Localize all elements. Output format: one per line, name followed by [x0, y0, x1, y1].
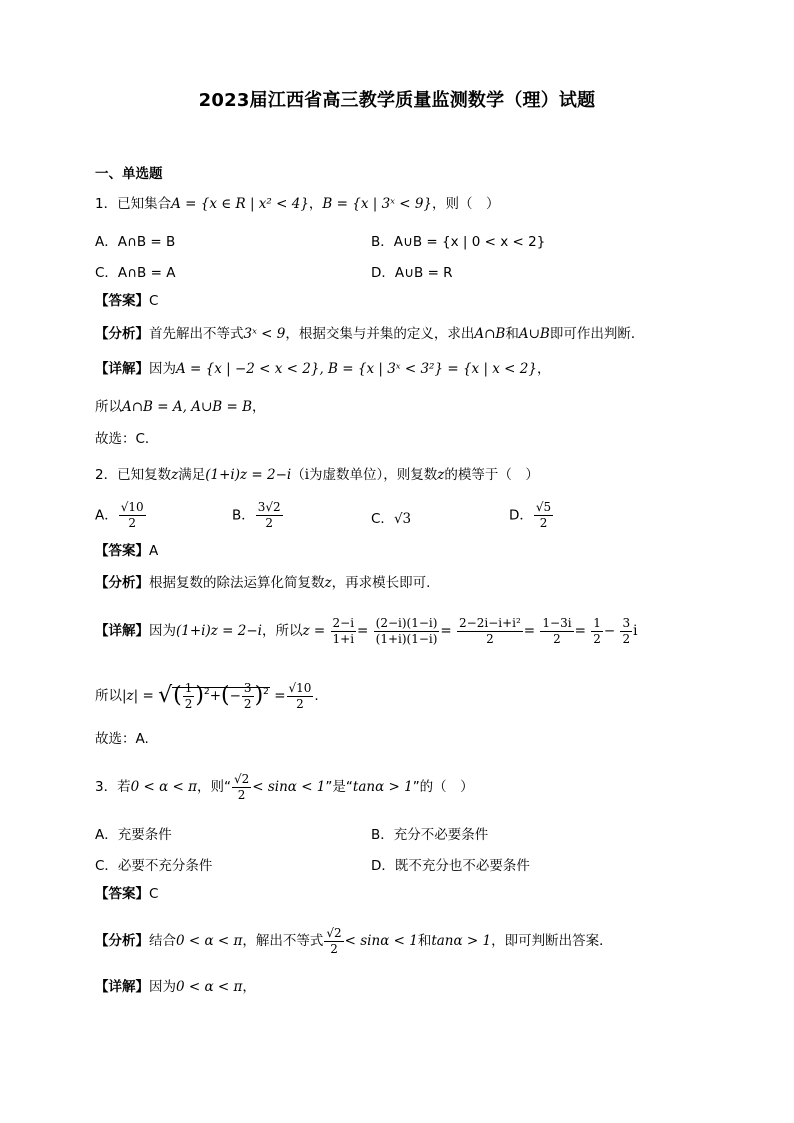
q2-mod-result-den: 2 [296, 696, 304, 711]
q2-stem [95, 466, 539, 484]
q3-stem-ineq: < sinα < 1 [252, 779, 326, 795]
q3-analysis-frac-num: √2 [326, 925, 342, 940]
q1-analysis-union: A∪B [518, 326, 550, 342]
q2-answer-value: A [149, 543, 159, 559]
q1-analysis-text: 首先解出不等式 [149, 326, 244, 342]
q3-analysis-text: 结合 [149, 933, 176, 949]
q1-detail [95, 360, 550, 378]
q1-stem-sep: ， [308, 196, 323, 212]
q1-conclusion: 故选：C． [95, 431, 159, 447]
q1-analysis-end: 即可作出判断． [549, 326, 645, 342]
q1-analysis-intersection: A∩B [474, 326, 506, 342]
q2-frac-4-num: 1−3i [542, 615, 572, 630]
q3-option-b: B．充分不必要条件 [371, 827, 489, 843]
q2-option-a-num: √10 [120, 500, 144, 514]
q2-exp-1: 2 [203, 687, 210, 697]
q2-mod-result-num: √10 [288, 680, 312, 695]
q2-detail [95, 614, 637, 648]
q2-frac-5 [591, 616, 603, 647]
q1-set-b: B = {x | 3ˣ < 9} [322, 196, 433, 212]
q2-option-a-label: A． [95, 507, 118, 524]
q2-analysis-end: ，再求模长即可. [331, 575, 431, 591]
section-heading: 一、单选题 [95, 166, 163, 182]
q2-frac-5-den: 2 [593, 631, 601, 646]
q3-detail-range: 0 < α < π [176, 979, 243, 995]
q3-detail-sep: ， [242, 979, 256, 995]
q3-analysis-tan: tanα > 1 [431, 933, 492, 949]
q2-frac-4 [540, 616, 573, 647]
q3-detail [95, 978, 256, 996]
q1-stem-text: 1．已知集合 [95, 196, 172, 212]
q1-detail-expr: A = {x | −2 < x < 2}, B = {x | 3ˣ < 3²} = {x | x < 2} [176, 361, 537, 377]
q2-stem-text: 2．已知复数 [95, 467, 172, 483]
q1-detail-text: 因为 [149, 361, 176, 377]
q3-option-c: C．必要不充分条件 [95, 858, 213, 874]
q2-option-a-den: 2 [128, 516, 137, 530]
q3-stem-text-3: ”是“ [325, 779, 353, 795]
q1-stem-end: ，则（ ） [432, 196, 500, 212]
q2-frac-6-den: 2 [622, 631, 631, 646]
q1-option-c: C．A∩B = A [95, 265, 176, 281]
q3-option-d: D．既不充分也不必要条件 [371, 858, 530, 874]
q2-mod-dot: . [314, 688, 319, 704]
q2-option-c-value: √3 [393, 511, 412, 527]
q3-analysis-frac-den: 2 [330, 941, 338, 956]
q2-equation: (1+i)z = 2−i [205, 467, 292, 483]
q3-analysis-and: 和 [417, 933, 432, 949]
analysis-label: 【分析】 [95, 326, 149, 342]
q2-stem-paren: （ [291, 467, 305, 483]
q2-mod-frac-1 [183, 681, 195, 712]
q2-option-b-fraction [256, 500, 283, 531]
q2-frac-3-den: 2 [486, 631, 494, 646]
q2-frac-2 [374, 616, 440, 647]
q2-frac-2-num: (2−i)(1−i) [375, 615, 438, 630]
q2-stem-end: 的模等于（ ） [444, 467, 539, 483]
q1-line2-expr: A∩B = A, A∪B = B [122, 399, 253, 415]
q2-detail-z: z = [302, 623, 326, 639]
q2-option-d-label: D． [509, 507, 533, 524]
q3-answer [95, 885, 158, 903]
q1-detail-line2 [95, 398, 266, 416]
q1-detail-sep: ， [536, 361, 551, 377]
q2-option-a [95, 500, 147, 531]
q2-exp-2: 2 [263, 687, 269, 697]
q2-sqrt-body: ( $\frac{1}{2}$ )$^2$+(− $\frac{3}{2}$ )$^2$ [173, 680, 269, 711]
q3-analysis-range: 0 < α < π [176, 933, 243, 949]
q2-equals-4: = [574, 623, 586, 639]
q2-option-c [371, 507, 411, 527]
q2-detail-eq: (1+i)z = 2−i [176, 623, 262, 639]
q2-option-a-fraction [119, 500, 146, 531]
q2-frac-2-den: (1+i)(1−i) [375, 631, 438, 646]
q3-analysis [95, 924, 613, 958]
q2-mod-equals: = [274, 688, 286, 704]
detail-label: 【详解】 [95, 361, 149, 377]
q2-mod-frac-1-num: 1 [184, 680, 193, 695]
q2-detail-line2: 所以|z| = √( $\frac{1}{2}$ )$^2$+(− $\frac{3}{2}$ )$^2$ = $\frac{√10}{2}$ . [95, 680, 319, 711]
q2-mod-result [287, 681, 314, 712]
answer-label: 【答案】 [95, 543, 149, 559]
q2-plus: + [209, 688, 222, 704]
q2-option-d-num: √5 [535, 500, 552, 514]
q3-range: 0 < α < π [130, 779, 197, 795]
q2-mod-frac-2-den: 2 [243, 696, 252, 711]
q1-analysis [95, 325, 644, 343]
q2-option-b-label: B． [232, 507, 255, 524]
q1-analysis-text-2: ，根据交集与并集的定义，求出 [285, 326, 475, 342]
q2-frac-5-num: 1 [593, 615, 601, 630]
q2-analysis-text: 根据复数的除法运算化简复数 [149, 575, 325, 591]
q2-analysis-z: z [324, 575, 332, 591]
q2-equals-3: = [523, 623, 536, 639]
q2-option-d-fraction [534, 500, 553, 531]
q2-var-z: z [171, 467, 179, 483]
q2-option-c-label: C． [371, 511, 394, 527]
q2-neg: − [229, 688, 241, 704]
q2-minus: − [603, 623, 616, 639]
q1-answer [95, 292, 158, 310]
q2-mod-frac-2-num: 3 [243, 680, 252, 695]
q2-frac-4-den: 2 [553, 631, 561, 646]
page-title: 2023届江西省高三教学质量监测数学（理）试题 [198, 90, 596, 111]
q2-mod-frac-1-den: 2 [184, 696, 193, 711]
q2-imag-unit: i [304, 467, 310, 483]
q2-option-b-num: 3√2 [257, 500, 281, 514]
q3-stem-frac-num: √2 [233, 771, 250, 786]
q1-set-a: A = {x ∈ R | x² < 4} [171, 196, 309, 212]
q3-answer-value: C [149, 886, 159, 902]
q3-stem-text-2: ，则“ [196, 779, 231, 795]
detail-label: 【详解】 [95, 979, 149, 995]
q2-mod-frac-2 [242, 681, 254, 712]
q2-frac-6 [620, 616, 632, 647]
q1-stem [95, 195, 500, 213]
q3-stem [95, 770, 474, 804]
q2-stem-text-3: 为虚数单位），则复数 [309, 467, 438, 483]
q2-frac-1-num: 2−i [332, 615, 355, 630]
analysis-label: 【分析】 [95, 933, 149, 949]
q3-analysis-end: ，即可判断出答案． [491, 933, 613, 949]
q1-line2-text: 所以 [95, 399, 122, 415]
q3-stem-tan: tanα > 1 [352, 779, 413, 795]
q3-stem-end: ”的（ ） [412, 779, 474, 795]
q2-answer [95, 542, 158, 560]
q2-detail-text-2: ，所以 [261, 623, 303, 639]
q2-detail-text: 因为 [149, 623, 176, 639]
q1-analysis-ineq: 3ˣ < 9 [243, 326, 286, 342]
q3-analysis-ineq: < sinα < 1 [344, 933, 418, 949]
q1-answer-value: C [149, 293, 159, 309]
q3-analysis-text-2: ，解出不等式 [242, 933, 324, 949]
q3-stem-fraction [232, 772, 251, 803]
q1-option-a: A．A∩B = B [95, 234, 176, 250]
q3-detail-text: 因为 [149, 979, 176, 995]
q2-equals-1: = [357, 623, 369, 639]
q2-frac-1-den: 1+i [332, 631, 355, 646]
q2-modulus: |z| = [122, 688, 154, 704]
q2-line2-text: 所以 [95, 688, 122, 704]
q3-stem-frac-den: 2 [237, 787, 246, 802]
q2-frac-3-num: 2−2i−i+i² [459, 615, 521, 630]
q2-option-b-den: 2 [265, 516, 274, 530]
analysis-label: 【分析】 [95, 575, 149, 591]
q2-frac-3 [457, 616, 523, 647]
q2-i-tail: i [633, 623, 638, 639]
q2-analysis [95, 574, 430, 592]
q3-option-a: A．充要条件 [95, 827, 172, 843]
q1-option-d: D．A∪B = R [371, 265, 453, 281]
q2-option-d-den: 2 [539, 516, 548, 530]
q3-analysis-fraction [324, 926, 343, 957]
answer-label: 【答案】 [95, 293, 149, 309]
q2-stem-text-2: 满足 [178, 467, 206, 483]
q1-line2-sep: ， [252, 399, 266, 415]
q2-equals-2: = [440, 623, 452, 639]
q2-var-z-2: z [437, 467, 445, 483]
detail-label: 【详解】 [95, 623, 149, 639]
q2-frac-6-num: 3 [622, 615, 631, 630]
q2-frac-1 [331, 616, 357, 647]
answer-label: 【答案】 [95, 886, 149, 902]
q1-analysis-and: 和 [505, 326, 519, 342]
q3-stem-text: 3．若 [95, 779, 131, 795]
q2-option-b [232, 500, 284, 531]
q2-option-d [509, 500, 554, 531]
q2-conclusion: 故选：A. [95, 731, 149, 747]
q1-option-b: B．A∪B = {x | 0 < x < 2} [371, 234, 546, 250]
